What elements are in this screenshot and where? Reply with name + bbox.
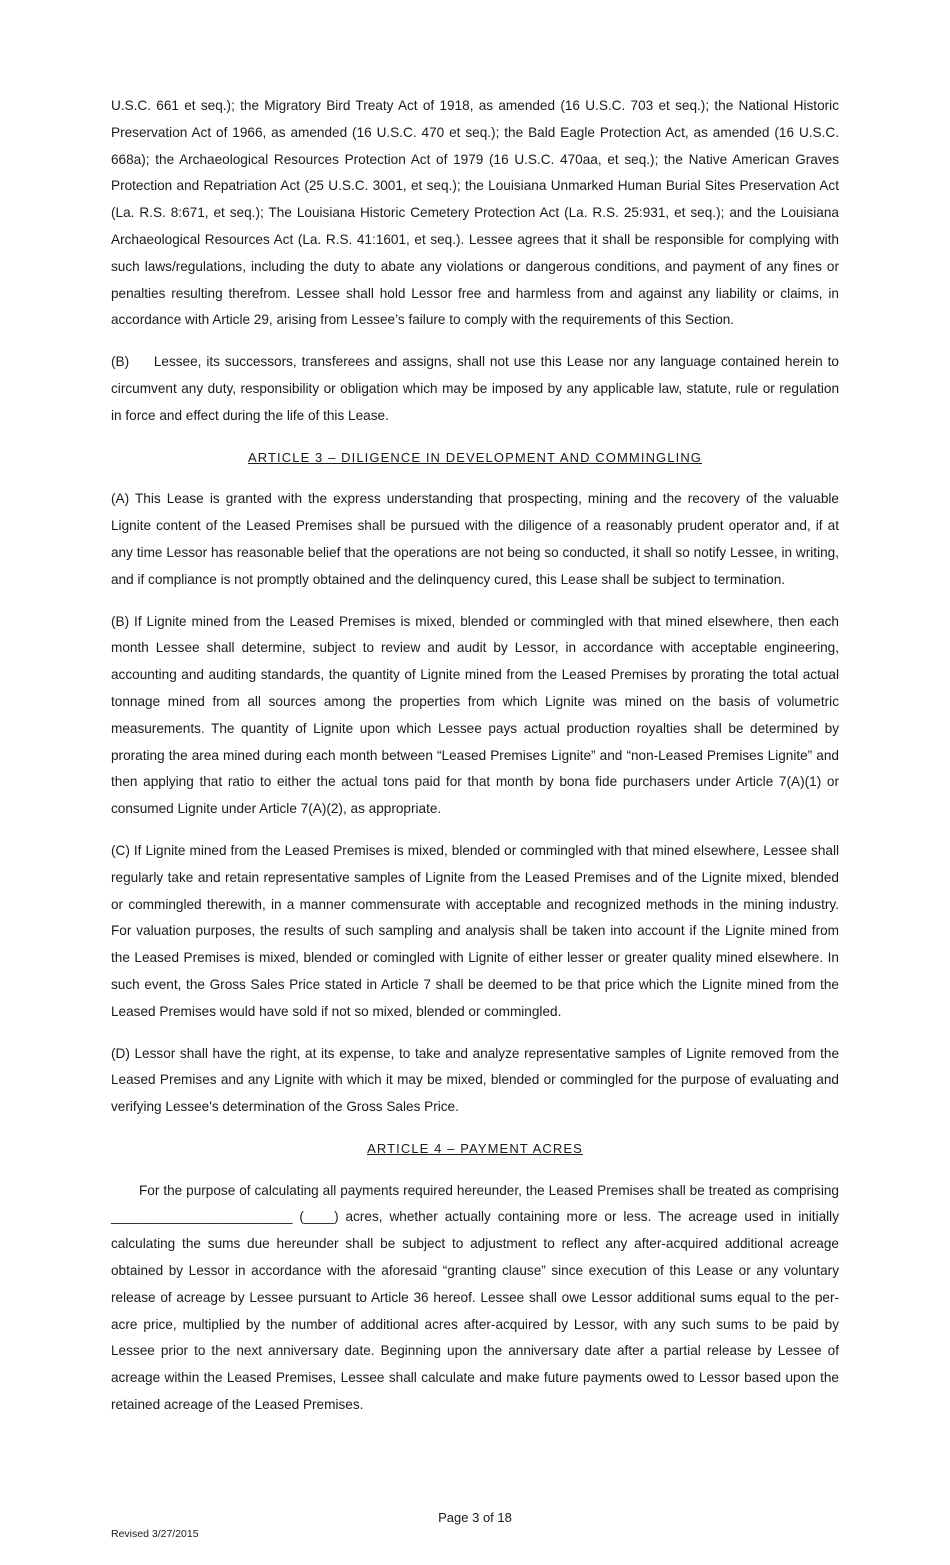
heading-article-4: ARTICLE 4 – PAYMENT ACRES bbox=[367, 1140, 583, 1156]
paragraph-article3-d: (D) Lessor shall have the right, at its expense, to take and analyze representative samples of Lignite removed from the Leased Premises and any Lignite with which it may be mixed, blended or commingled for the purpose of evaluating and verifying Lessee's determination of the Gross Sales Price. bbox=[111, 1045, 839, 1115]
paragraph-article3-c: (C) If Lignite mined from the Leased Premises is mixed, blended or commingled with that mined elsewhere, Lessee shall regularly take and retain representative samples of Lignite from the Leased Premises and of the Lignite mixed, blended or commingled therewith, in a manner commensurate with acceptable and recognized methods in the mining industry. For valuation purposes, the results of such sampling and analysis shall be taken into account if the Lignite mined from the Leased Premises is mixed, blended or comingled with Lignite of either lesser or greater quality mined elsewhere. In such event, the Gross Sales Price stated in Article 7 shall be deemed to be that price which the Lignite mined from the Leased Premises would have sold if not so mixed, blended or commingled. bbox=[111, 842, 839, 1019]
paragraph-section-b: (B) Lessee, its successors, transferees and assigns, shall not use this Lease nor any language contained herein to circumvent any duty, responsibility or obligation which may be imposed by any applicable law, statute, rule or regulation in force and effect during the life of this Lease. bbox=[111, 354, 843, 423]
paragraph-article4: For the purpose of calculating all payments required hereunder, the Leased Premises shall be treated as comprising ________________________ (____) acres, whether actually containing more or less. The acreage used in initially calculating the sums due hereunder shall be subject to adjustment to reflect any after-acquired additional acreage obtained by Lessor in accordance with the aforesaid “granting clause” since execution of this Lease or any voluntary release of acreage by Lessee pursuant to Article 36 hereof. Lessee shall owe Lessor additional sums equal to the per-acre price, multiplied by the number of additional acres after-acquired by Lessor, with any such sums to be paid by Lessee prior to the next anniversary date. Beginning upon the anniversary date after a partial release by Lessee of acreage within the Leased Premises, Lessee shall calculate and make future payments owed to Lessor based upon the retained acreage of the Leased Premises. bbox=[111, 1182, 839, 1413]
page-number: Page 3 of 18 bbox=[438, 1510, 512, 1525]
heading-article-3: ARTICLE 3 – DILIGENCE IN DEVELOPMENT AND COMMINGLING bbox=[247, 449, 703, 465]
paragraph-article3-a: (A) This Lease is granted with the express understanding that prospecting, mining and the recovery of the valuable Lignite content of the Leased Premises shall be pursued with the diligence of a reasonably prudent operator and, if at any time Lessor has reasonable belief that the operations are not being so conducted, it shall so notify Lessee, in writing, and if compliance is not promptly obtained and the delinquency cured, this Lease shall be subject to termination. bbox=[111, 491, 839, 587]
paragraph-article3-b: (B) If Lignite mined from the Leased Premises is mixed, blended or commingled with that mined elsewhere, then each month Lessee shall determine, subject to review and audit by Lessor, in accordance with acceptable engineering, accounting and auditing standards, the quantity of Lignite mined from the Leased Premises by prorating the total actual tonnage mined from all sources among the properties from which Lignite was mined on the basis of volumetric measurements. The quantity of Lignite upon which Lessee pays actual production royalties shall be determined by prorating the area mined during each month between “Leased Premises Lignite” and “non-Leased Premises Lignite” and then applying that ratio to either the actual tons paid for that month by bona fide purchasers under Article 7(A)(1) or consumed Lignite under Article 7(A)(2), as appropriate. bbox=[111, 613, 839, 817]
paragraph-federal-laws: U.S.C. 661 et seq.); the Migratory Bird Treaty Act of 1918, as amended (16 U.S.C. 703 et seq.); the National Historic Preservation Act of 1966, as amended (16 U.S.C. 470 et seq.); the Bald Eagle Protection Act, as amended (16 U.S.C. 668a); the Archaeological Resources Protection Act of 1979 (16 U.S.C. 470aa, et seq.); the Native American Graves Protection and Repatriation Act (25 U.S.C. 3001, et seq.); the Louisiana Unmarked Human Burial Sites Preservation Act (La. R.S. 8:671, et seq.); The Louisiana Historic Cemetery Protection Act (La. R.S. 25:931, et seq.); and the Louisiana Archaeological Resources Act (La. R.S. 41:1601, et seq.). Lessee agrees that it shall be responsible for complying with such laws/regulations, including the duty to abate any violations or dangerous conditions, and payment of any fines or penalties resulting therefrom. Lessee shall hold Lessor free and harmless from and against any liability or claims, in accordance with Article 29, arising from Lessee’s failure to comply with the requirements of this Section. bbox=[111, 98, 839, 328]
document-body bbox=[111, 93, 843, 1419]
revised-date: Revised 3/27/2015 bbox=[111, 1528, 199, 1540]
